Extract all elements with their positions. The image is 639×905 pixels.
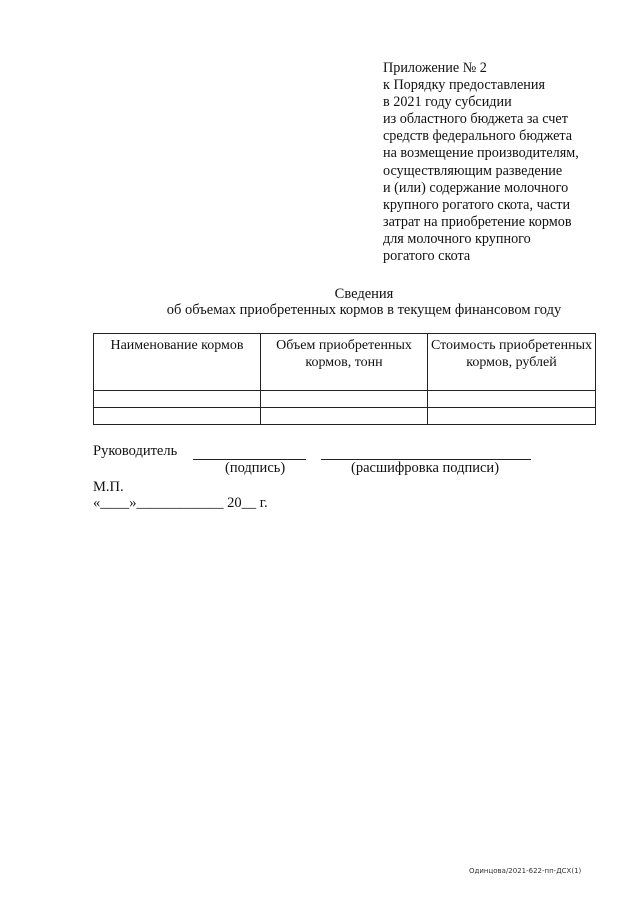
- appendix-line: средств федерального бюджета: [383, 128, 573, 145]
- appendix-line: затрат на приобретение кормов: [383, 213, 572, 230]
- table-header-row: [94, 334, 596, 391]
- signature-name-caption: (расшифровка подписи): [351, 460, 500, 476]
- appendix-line: в 2021 году субсидии: [383, 94, 512, 111]
- table-cell[interactable]: [428, 408, 596, 425]
- table-row: [94, 391, 596, 408]
- appendix-line: Приложение № 2: [383, 60, 487, 76]
- document-subtitle: об объемах приобретенных кормов в текущем финансовом году: [166, 302, 562, 318]
- table-row: [94, 408, 596, 425]
- document-code: Одинцова/2021-622-пп-ДСХ(1): [469, 867, 582, 875]
- appendix-line: осуществляющим разведение: [383, 162, 563, 179]
- table-cell[interactable]: [94, 391, 261, 408]
- signature-caption: (подпись): [225, 460, 286, 476]
- appendix-line: из областного бюджета за счет: [383, 111, 568, 128]
- header-feed-volume: Объем приобретенных кормов, тонн: [261, 334, 428, 391]
- stamp-placeholder: М.П.: [93, 479, 124, 495]
- appendix-line: крупного рогатого скота, части: [383, 196, 571, 213]
- table-cell[interactable]: [261, 408, 428, 425]
- appendix-header: [383, 60, 623, 265]
- header-feed-name: Наименование кормов: [94, 334, 261, 391]
- appendix-line: и (или) содержание молочного: [383, 179, 569, 196]
- appendix-line: для молочного крупного: [383, 230, 531, 247]
- table-cell[interactable]: [261, 391, 428, 408]
- signatory-label: Руководитель: [93, 443, 178, 459]
- date-line: «____»____________ 20__ г.: [93, 495, 268, 511]
- feed-table: [93, 333, 596, 425]
- table-cell[interactable]: [428, 391, 596, 408]
- appendix-line: к Порядку предоставления: [383, 77, 545, 94]
- header-feed-cost: Стоимость приобретенных кормов, рублей: [428, 334, 596, 391]
- document-title: Сведения: [334, 286, 394, 302]
- appendix-line: рогатого скота: [383, 248, 471, 265]
- appendix-line: на возмещение производителям,: [383, 145, 579, 162]
- table-cell[interactable]: [94, 408, 261, 425]
